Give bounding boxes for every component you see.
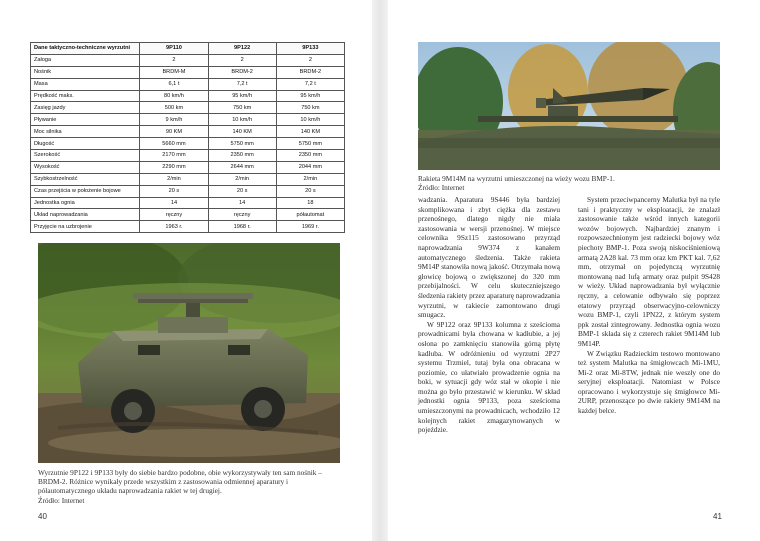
text-column-2 — [578, 195, 720, 416]
caption-text: Rakieta 9M14M na wyrzutni umieszczonej na wieży wozu BMP-1. — [418, 174, 615, 183]
value-cell: 2/min — [140, 173, 208, 185]
value-cell: 80 km/h — [140, 90, 208, 102]
value-cell: 10 km/h — [276, 114, 344, 126]
value-cell: 2290 mm — [140, 161, 208, 173]
row-label-cell: Załoga — [31, 54, 140, 66]
value-cell: 2350 mm — [208, 150, 276, 162]
value-cell: 1968 r. — [208, 221, 276, 233]
value-cell: 5660 mm — [140, 138, 208, 150]
row-label-cell: Moc silnika — [31, 126, 140, 138]
value-cell: 2 — [276, 54, 344, 66]
row-label-cell: Długość — [31, 138, 140, 150]
table-header-cell: 9P110 — [140, 43, 208, 55]
text-column-1 — [418, 195, 560, 435]
value-cell: 2/min — [208, 173, 276, 185]
value-cell: 10 km/h — [208, 114, 276, 126]
value-cell: 2170 mm — [140, 150, 208, 162]
value-cell: 2044 mm — [276, 161, 344, 173]
value-cell: 2 — [208, 54, 276, 66]
caption-source: Źródło: Internet — [38, 495, 85, 505]
row-label-cell: Układ naprowadzania — [31, 209, 140, 221]
value-cell: BRDM-2 — [276, 66, 344, 78]
row-label-cell: Nośnik — [31, 66, 140, 78]
row-label-cell: Masa — [31, 78, 140, 90]
value-cell: 5750 mm — [208, 138, 276, 150]
value-cell: 20 s — [140, 185, 208, 197]
row-label-cell: Czas przejścia w położenie bojowe — [31, 185, 140, 197]
value-cell: 1969 r. — [276, 221, 344, 233]
value-cell: 14 — [140, 197, 208, 209]
page-number-left: 40 — [38, 512, 47, 521]
paragraph: wadzania. Aparatura 9S446 była bardziej skomplikowana i zbyt ciężka dla zestawu przenośnego, dlatego nigdy nie miała zastosowania w wersji przenośnej. W miejsce celownika 9Sz115 zastosowano przyrząd naprowadzania 9W374 z kanałem automatycznego śledzenia. Także rakieta 9M14P stanowiła nową jakość. Otrzymała nową głowicę bojową o zwiększonej do 320 mm przebijalności. W celu skuteczniejszego śledzenia rakiety przez aparaturę naprowadzania wyrzutni, w rakiecie zamontowano drugi smugacz. — [418, 195, 560, 320]
paragraph: W 9P122 oraz 9P133 kolumna z sześcioma prowadnicami była chowana w kadłubie, a jej osłona po zamknięciu stanowiła górną płytę kadłuba. W odróżnieniu od wyrzutni 2P27 systemu Trzmiel, tutaj była ona obracana w poziomie, co ułatwiało prowadzenie ognia na boki, w sytuacji gdy wóz stał w okopie i nie można go było przestawić w kierunku. W skład jednostki ognia 9P133, poza sześcioma umieszczonymi na prowadnicach, wchodziło 12 kolejnych rakiet zmagazynowanych w pojeździe. — [418, 319, 560, 435]
value-cell: 7,2 t — [208, 78, 276, 90]
value-cell: ręczny — [208, 209, 276, 221]
paragraph: W Związku Radzieckim testowo montowano też system Malutka na śmigłowcach Mi-1MU, Mi-2 oraz Mi-8TW, jednak nie weszły one do seryjnej eksploatacji. Natomiast w Polsce opracowano i wykorzystuje się śmigłowce Mi-2URP, przenoszące po dwie rakiety 9M14M na każdej belce. — [578, 348, 720, 416]
table-header-cell: 9P133 — [276, 43, 344, 55]
row-label-cell: Zasięg jazdy — [31, 102, 140, 114]
value-cell: 95 km/h — [208, 90, 276, 102]
value-cell: 95 km/h — [276, 90, 344, 102]
value-cell: ręczny — [140, 209, 208, 221]
value-cell: 1963 r. — [140, 221, 208, 233]
value-cell: 2350 mm — [276, 150, 344, 162]
value-cell: 18 — [276, 197, 344, 209]
value-cell: 6,1 t — [140, 78, 208, 90]
value-cell: 500 km — [140, 102, 208, 114]
value-cell: 14 — [208, 197, 276, 209]
value-cell: 750 km — [276, 102, 344, 114]
value-cell: 2644 mm — [208, 161, 276, 173]
value-cell: 5750 mm — [276, 138, 344, 150]
table-header-cell: 9P122 — [208, 43, 276, 55]
caption-text: Wyrzutnie 9P122 i 9P133 były do siebie bardzo podobne, obie wykorzystywały ten sam nośnik – BRDM-2. Różnice wynikały przede wszystkim z zastosowania odmiennej aparatury i półautomatycznego układu naprowadzania rakiet w tej drugiej. — [38, 468, 322, 496]
row-label-cell: Wysokość — [31, 161, 140, 173]
value-cell: 140 KM — [276, 126, 344, 138]
paragraph: System przeciwpancerny Malutka był na tyle tani i praktyczny w eksploatacji, że znalazł zastosowanie także wśród innych kategorii wozów bojowych. Najbardziej znanym i rozpowszechnionym jest radziecki bojowy wóz piechoty BMP-1. Poza swoją niskociśnieniową armatą 2A28 kal. 73 mm oraz km PKT kal. 7,62 mm, otrzymał on pojedynczą wyrzutnię montowaną nad lufą armaty oraz pulpit 9S428 w wieży. Układ naprowadzania był wyłącznie ręczny, a celowanie odbywało się poprzez etatowy przyrząd obserwacyjno-celowniczy wozu BMP-1, czyli 1PN22, z którym system ppk został zintegrowany. Jednostka ognia wozu BMP-1 składa się z czterech rakiet 9M14M lub 9M14P. — [578, 195, 720, 348]
value-cell: BRDM-2 — [208, 66, 276, 78]
value-cell: 750 km — [208, 102, 276, 114]
value-cell: BRDM-M — [140, 66, 208, 78]
right-photo-caption — [418, 174, 718, 192]
row-label-cell: Przyjęcie na uzbrojenie — [31, 221, 140, 233]
value-cell: 2/min — [276, 173, 344, 185]
row-label-cell: Szerokość — [31, 150, 140, 162]
bmp-rocket-illustration — [418, 42, 720, 170]
value-cell: 140 KM — [208, 126, 276, 138]
caption-source: Źródło: Internet — [418, 183, 465, 193]
value-cell: 20 s — [208, 185, 276, 197]
value-cell: 2 — [140, 54, 208, 66]
value-cell: 90 KM — [140, 126, 208, 138]
value-cell: 9 km/h — [140, 114, 208, 126]
row-label-cell: Jednostka ognia — [31, 197, 140, 209]
row-label-cell: Prędkość maks. — [31, 90, 140, 102]
bmp-rocket-photo — [418, 42, 720, 170]
value-cell: 7,2 t — [276, 78, 344, 90]
page-number-right: 41 — [713, 512, 722, 521]
value-cell: 20 s — [276, 185, 344, 197]
row-label-cell: Pływanie — [31, 114, 140, 126]
value-cell: półautomat — [276, 209, 344, 221]
table-header-cell: Dane taktyczno-techniczne wyrzutni — [31, 43, 140, 55]
row-label-cell: Szybkostrzelność — [31, 173, 140, 185]
